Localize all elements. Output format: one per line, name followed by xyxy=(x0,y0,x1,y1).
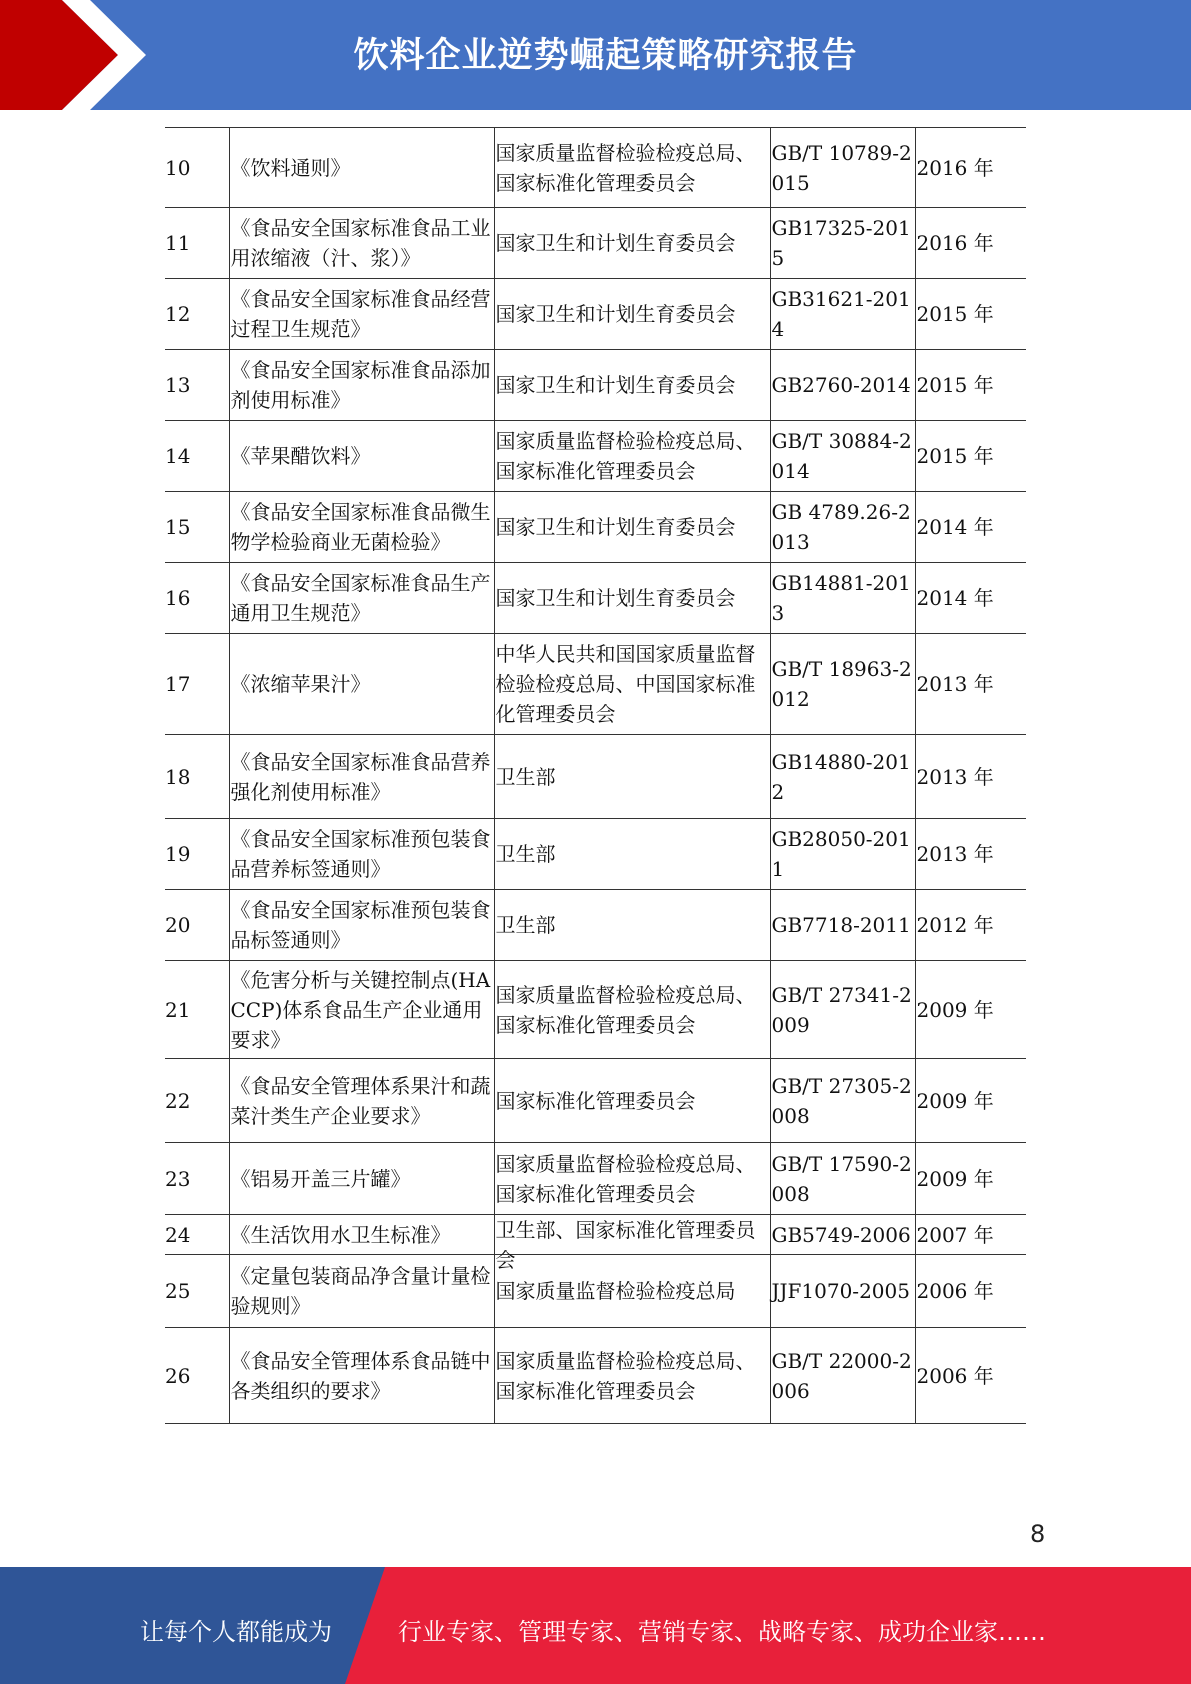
row-number: 24 xyxy=(165,1215,229,1255)
standard-code: GB5749-2006 xyxy=(770,1215,915,1255)
row-number: 14 xyxy=(165,421,229,492)
issuing-org: 国家质量监督检验检疫总局、国家标准化管理委员会 xyxy=(494,961,770,1059)
issuing-org: 国家质量监督检验检疫总局、国家标准化管理委员会 xyxy=(494,1328,770,1424)
standard-name: 《食品安全国家标准预包装食品标签通则》 xyxy=(229,890,494,961)
standard-name: 《食品安全国家标准食品生产通用卫生规范》 xyxy=(229,563,494,634)
issuing-org: 国家卫生和计划生育委员会 xyxy=(494,350,770,421)
table-row xyxy=(165,1215,1026,1255)
standard-name: 《浓缩苹果汁》 xyxy=(229,634,494,735)
effective-year: 2009 年 xyxy=(915,961,1026,1059)
standard-code: GB/T 18963-2012 xyxy=(770,634,915,735)
footer-roles: 行业专家、管理专家、营销专家、战略专家、成功企业家…… xyxy=(398,1618,1046,1646)
page-number: 8 xyxy=(1030,1520,1046,1548)
standard-code: GB/T 10789-2015 xyxy=(770,128,915,208)
effective-year: 2013 年 xyxy=(915,819,1026,890)
effective-year: 2009 年 xyxy=(915,1059,1026,1143)
row-number: 11 xyxy=(165,208,229,279)
issuing-org: 国家卫生和计划生育委员会 xyxy=(494,492,770,563)
row-number: 10 xyxy=(165,128,229,208)
row-number: 16 xyxy=(165,563,229,634)
table-row xyxy=(165,208,1026,279)
effective-year: 2009 年 xyxy=(915,1143,1026,1215)
standard-name: 《危害分析与关键控制点(HACCP)体系食品生产企业通用要求》 xyxy=(229,961,494,1059)
table-row xyxy=(165,1255,1026,1328)
header-band xyxy=(0,0,1191,110)
table-row xyxy=(165,492,1026,563)
row-number: 25 xyxy=(165,1255,229,1328)
row-number: 18 xyxy=(165,735,229,819)
standard-code: GB/T 17590-2008 xyxy=(770,1143,915,1215)
standard-name: 《生活饮用水卫生标准》 xyxy=(229,1215,494,1255)
effective-year: 2016 年 xyxy=(915,128,1026,208)
effective-year: 2014 年 xyxy=(915,492,1026,563)
standard-name: 《定量包装商品净含量计量检验规则》 xyxy=(229,1255,494,1328)
effective-year: 2015 年 xyxy=(915,350,1026,421)
row-number: 22 xyxy=(165,1059,229,1143)
standard-code: GB7718-2011 xyxy=(770,890,915,961)
issuing-org: 中华人民共和国国家质量监督检验检疫总局、中国国家标准化管理委员会 xyxy=(494,634,770,735)
issuing-org: 国家卫生和计划生育委员会 xyxy=(494,563,770,634)
standard-code: GB17325-2015 xyxy=(770,208,915,279)
table-row xyxy=(165,1143,1026,1215)
standard-code: GB/T 30884-2014 xyxy=(770,421,915,492)
effective-year: 2007 年 xyxy=(915,1215,1026,1255)
footer-slogan: 让每个人都能成为 xyxy=(140,1618,332,1646)
standard-name: 《食品安全国家标准食品营养强化剂使用标准》 xyxy=(229,735,494,819)
table-row xyxy=(165,961,1026,1059)
standard-code: GB14881-2013 xyxy=(770,563,915,634)
effective-year: 2006 年 xyxy=(915,1328,1026,1424)
issuing-org: 卫生部 xyxy=(494,890,770,961)
issuing-org: 卫生部 xyxy=(494,819,770,890)
effective-year: 2006 年 xyxy=(915,1255,1026,1328)
standard-name: 《食品安全国家标准食品经营过程卫生规范》 xyxy=(229,279,494,350)
row-number: 13 xyxy=(165,350,229,421)
effective-year: 2015 年 xyxy=(915,279,1026,350)
row-number: 17 xyxy=(165,634,229,735)
table-row xyxy=(165,563,1026,634)
row-number: 21 xyxy=(165,961,229,1059)
row-number: 23 xyxy=(165,1143,229,1215)
standard-name: 《食品安全国家标准食品微生物学检验商业无菌检验》 xyxy=(229,492,494,563)
issuing-org: 卫生部、国家标准化管理委员会 xyxy=(495,1218,756,1272)
table-row xyxy=(165,1059,1026,1143)
standard-name: 《苹果醋饮料》 xyxy=(229,421,494,492)
row-number: 15 xyxy=(165,492,229,563)
effective-year: 2014 年 xyxy=(915,563,1026,634)
standard-name: 《食品安全国家标准食品添加剂使用标准》 xyxy=(229,350,494,421)
standard-code: GB 4789.26-2013 xyxy=(770,492,915,563)
issuing-org: 国家卫生和计划生育委员会 xyxy=(494,279,770,350)
issuing-org: 卫生部 xyxy=(494,735,770,819)
issuing-org: 国家标准化管理委员会 xyxy=(494,1059,770,1143)
table-row xyxy=(165,421,1026,492)
standard-code: GB/T 27341-2009 xyxy=(770,961,915,1059)
standard-code: JJF1070-2005 xyxy=(770,1255,915,1328)
table-row xyxy=(165,634,1026,735)
standards-table xyxy=(165,127,1026,1424)
row-number: 12 xyxy=(165,279,229,350)
standard-code: GB2760-2014 xyxy=(770,350,915,421)
table-row xyxy=(165,350,1026,421)
effective-year: 2015 年 xyxy=(915,421,1026,492)
table-row xyxy=(165,890,1026,961)
standard-name: 《食品安全国家标准食品工业用浓缩液（汁、浆）》 xyxy=(229,208,494,279)
row-number: 26 xyxy=(165,1328,229,1424)
table-row xyxy=(165,819,1026,890)
table-row xyxy=(165,1328,1026,1424)
effective-year: 2013 年 xyxy=(915,735,1026,819)
issuing-org: 国家质量监督检验检疫总局 xyxy=(494,1255,770,1328)
effective-year: 2013 年 xyxy=(915,634,1026,735)
table-row xyxy=(165,735,1026,819)
issuing-org: 国家质量监督检验检疫总局、国家标准化管理委员会 xyxy=(494,128,770,208)
issuing-org: 国家质量监督检验检疫总局、国家标准化管理委员会 xyxy=(494,1143,770,1215)
standard-name: 《饮料通则》 xyxy=(229,128,494,208)
effective-year: 2012 年 xyxy=(915,890,1026,961)
standard-code: GB/T 27305-2008 xyxy=(770,1059,915,1143)
standard-name: 《食品安全管理体系食品链中各类组织的要求》 xyxy=(229,1328,494,1424)
standard-name: 《食品安全管理体系果汁和蔬菜汁类生产企业要求》 xyxy=(229,1059,494,1143)
standard-name: 《铝易开盖三片罐》 xyxy=(229,1143,494,1215)
table-row xyxy=(165,279,1026,350)
standard-code: GB/T 22000-2006 xyxy=(770,1328,915,1424)
issuing-org: 国家卫生和计划生育委员会 xyxy=(494,208,770,279)
effective-year: 2016 年 xyxy=(915,208,1026,279)
standard-code: GB14880-2012 xyxy=(770,735,915,819)
row-number: 19 xyxy=(165,819,229,890)
standard-code: GB28050-2011 xyxy=(770,819,915,890)
row-number: 20 xyxy=(165,890,229,961)
standard-code: GB31621-2014 xyxy=(770,279,915,350)
table-row xyxy=(165,128,1026,208)
issuing-org: 国家质量监督检验检疫总局、国家标准化管理委员会 xyxy=(494,421,770,492)
report-title: 饮料企业逆势崛起策略研究报告 xyxy=(353,36,858,76)
standard-name: 《食品安全国家标准预包装食品营养标签通则》 xyxy=(229,819,494,890)
